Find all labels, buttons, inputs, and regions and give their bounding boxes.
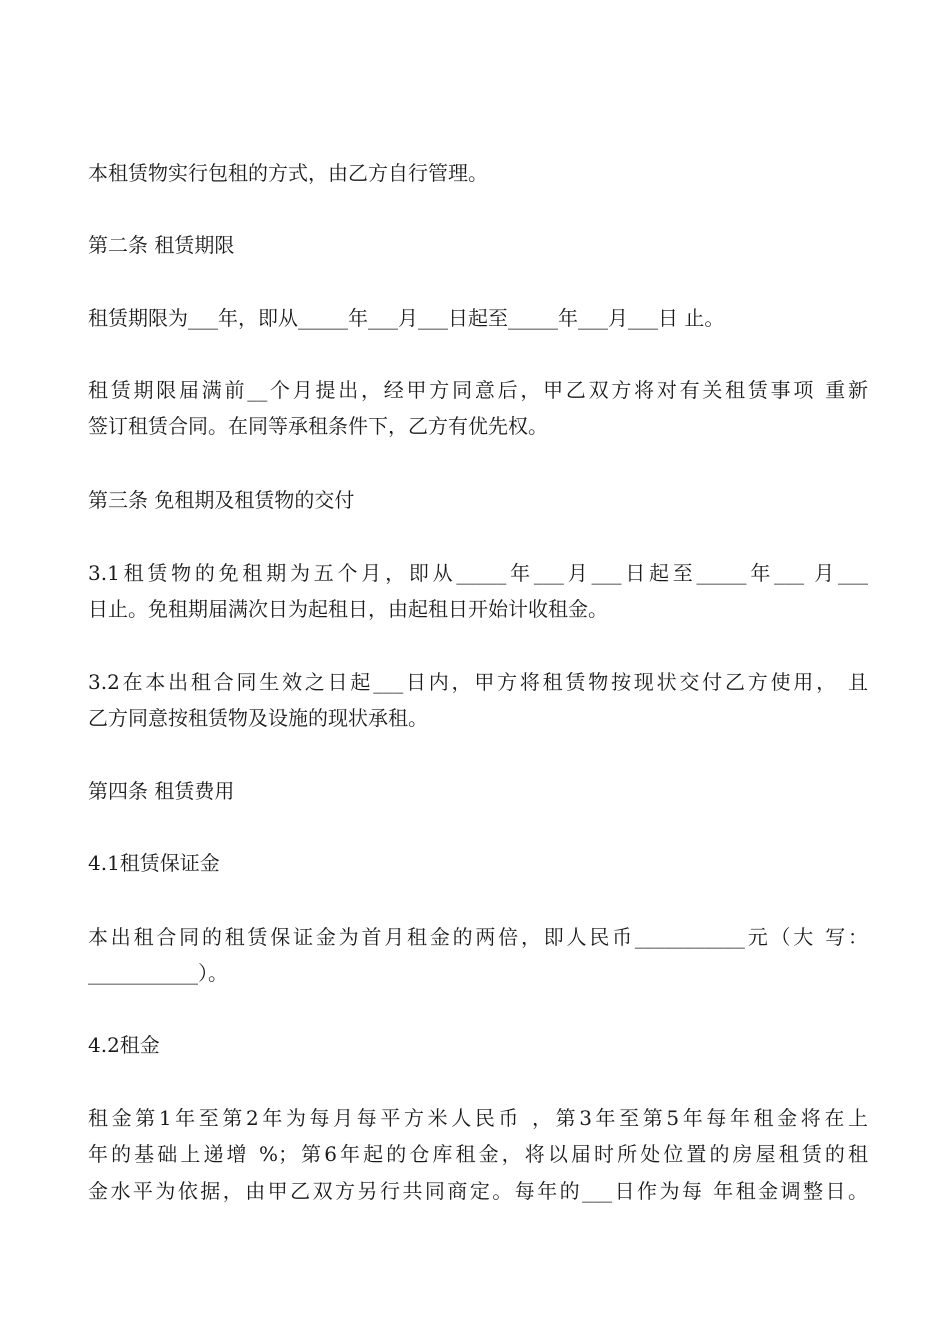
paragraph-lease-term: 租赁期限为___年，即从_____年___月___日起至_____年___月___日 止。 xyxy=(88,306,725,330)
article-4-heading: 第四条 租赁费用 xyxy=(88,779,235,803)
paragraph-renewal-line-1: 租赁期限届满前__个月提出，经甲方同意后，甲乙双方将对有关租赁事项 重新 xyxy=(88,378,868,402)
article-2-heading: 第二条 租赁期限 xyxy=(88,233,235,257)
deposit-line-1: 本出租合同的租赁保证金为首月租金的两倍，即人民币___________元（大 写： xyxy=(88,925,868,949)
rent-line-2: 年的基础上递增 %；第6年起的仓库租金，将以届时所处位置的房屋租赁的租 xyxy=(88,1142,868,1166)
paragraph-renewal-line-2: 签订租赁合同。在同等承租条件下，乙方有优先权。 xyxy=(88,414,548,438)
clause-3-2-line-2: 乙方同意按租赁物及设施的现状承租。 xyxy=(88,706,428,730)
clause-4-1-heading: 4.1租赁保证金 xyxy=(88,851,220,875)
clause-3-1-line-2: 日止。免租期届满次日为起租日，由起租日开始计收租金。 xyxy=(88,597,608,621)
clause-3-1-line-1: 3.1租赁物的免租期为五个月，即从_____年___月___日起至_____年___ 月___ xyxy=(88,561,868,585)
paragraph-management: 本租赁物实行包租的方式，由乙方自行管理。 xyxy=(88,161,488,185)
document-page xyxy=(88,0,868,1344)
clause-3-2-line-1: 3.2在本出租合同生效之日起___日内，甲方将租赁物按现状交付乙方使用， 且 xyxy=(88,670,868,694)
deposit-line-2: ___________）。 xyxy=(88,961,228,985)
rent-line-3: 金水平为依据，由甲乙双方另行共同商定。每年的___日作为每 年租金调整日。 xyxy=(88,1179,868,1203)
rent-line-1: 租金第1年至第2年为每月每平方米人民币 ，第3年至第5年每年租金将在上 xyxy=(88,1106,868,1130)
clause-4-2-heading: 4.2租金 xyxy=(88,1033,160,1057)
article-3-heading: 第三条 免租期及租赁物的交付 xyxy=(88,488,355,512)
